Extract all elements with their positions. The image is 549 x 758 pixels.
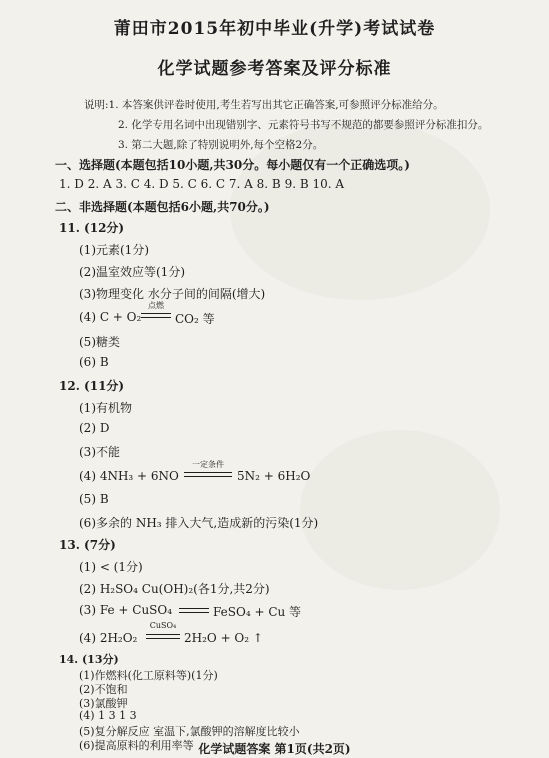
q13-eq4-products: 2H₂O + O₂ ↑ [184,631,263,645]
q11-heading: 11. (12分) [59,221,125,235]
q11-answer-5: (5)糖类 [79,335,120,349]
q13-answer-1: (1) < (1分) [79,560,143,574]
q11-answer-6: (6) B [79,355,109,369]
section-2-heading: 二、非选择题(本题包括6小题,共70分。) [55,200,270,214]
q13-answer-2: (2) H₂SO₄ Cu(OH)₂(各1分,共2分) [79,582,270,596]
q12-heading: 12. (11分) [59,379,125,393]
q12-answer-6: (6)多余的 NH₃ 排入大气,造成新的污染(1分) [79,516,319,530]
q11-answer-3: (3)物理变化 水分子间的间隔(增大) [79,287,266,301]
q11-eq-reactants: (4) C + O₂ [79,310,142,324]
paper-stain [300,430,500,590]
q11-answer-2: (2)温室效应等(1分) [79,265,185,279]
answer-title: 化学试题参考答案及评分标准 [157,59,392,79]
q13-eq3-reactants: (3) Fe + CuSO₄ [79,603,173,617]
exam-title: 莆田市2015年初中毕业(升学)考试试卷 [113,19,436,39]
q12-eq-products: 5N₂ + 6H₂O [237,469,311,483]
note-1: 说明:1. 本答案供评卷时使用,考生若写出其它正确答案,可参照评分标准给分。 [84,99,444,111]
q12-answer-2: (2) D [79,421,110,435]
q11-eq-products: CO₂ 等 [175,312,215,326]
q12-eq-sign [184,472,232,477]
choice-answers: 1. D 2. A 3. C 4. D 5. C 6. C 7. A 8. B 9. B 10. A [59,177,345,191]
q13-eq3-sign [179,608,209,613]
q14-answer-4: (4) 1 3 1 3 [79,709,137,722]
note-2: 2. 化学专用名词中出现错别字、元素符号书写不规范的都要参照评分标准扣分。 [118,119,489,131]
q13-heading: 13. (7分) [59,538,116,552]
q11-eq-condition: 点燃 [148,301,164,310]
q12-answer-5: (5) B [79,492,109,506]
q12-eq-condition: 一定条件 [192,460,224,469]
section-1-heading: 一、选择题(本题包括10小题,共30分。每小题仅有一个正确选项。) [55,158,410,172]
q12-answer-1: (1)有机物 [79,401,132,415]
q13-eq4-condition: CuSO₄ [149,621,177,630]
page-footer: 化学试题答案 第1页(共2页) [198,742,351,756]
q11-eq-sign [141,313,171,318]
q14-answer-3: (3)氯酸钾 [79,697,128,710]
q13-eq4-sign [146,634,180,639]
q14-answer-5: (5)复分解反应 室温下,氯酸钾的溶解度比较小 [79,725,300,738]
q13-eq4-reactants: (4) 2H₂O₂ [79,631,138,645]
q13-eq3-products: FeSO₄ + Cu 等 [213,605,302,619]
q11-answer-1: (1)元素(1分) [79,243,149,257]
q14-answer-6: (6)提高原料的利用率等 [79,739,194,752]
q14-answer-1: (1)作燃料(化工原料等)(1分) [79,669,218,682]
q12-eq-reactants: (4) 4NH₃ + 6NO [79,469,179,483]
q12-answer-3: (3)不能 [79,445,120,459]
q14-answer-2: (2)不饱和 [79,683,128,696]
q14-heading: 14. (13分) [59,653,119,666]
note-3: 3. 第二大题,除了特别说明外,每个空格2分。 [118,139,324,151]
